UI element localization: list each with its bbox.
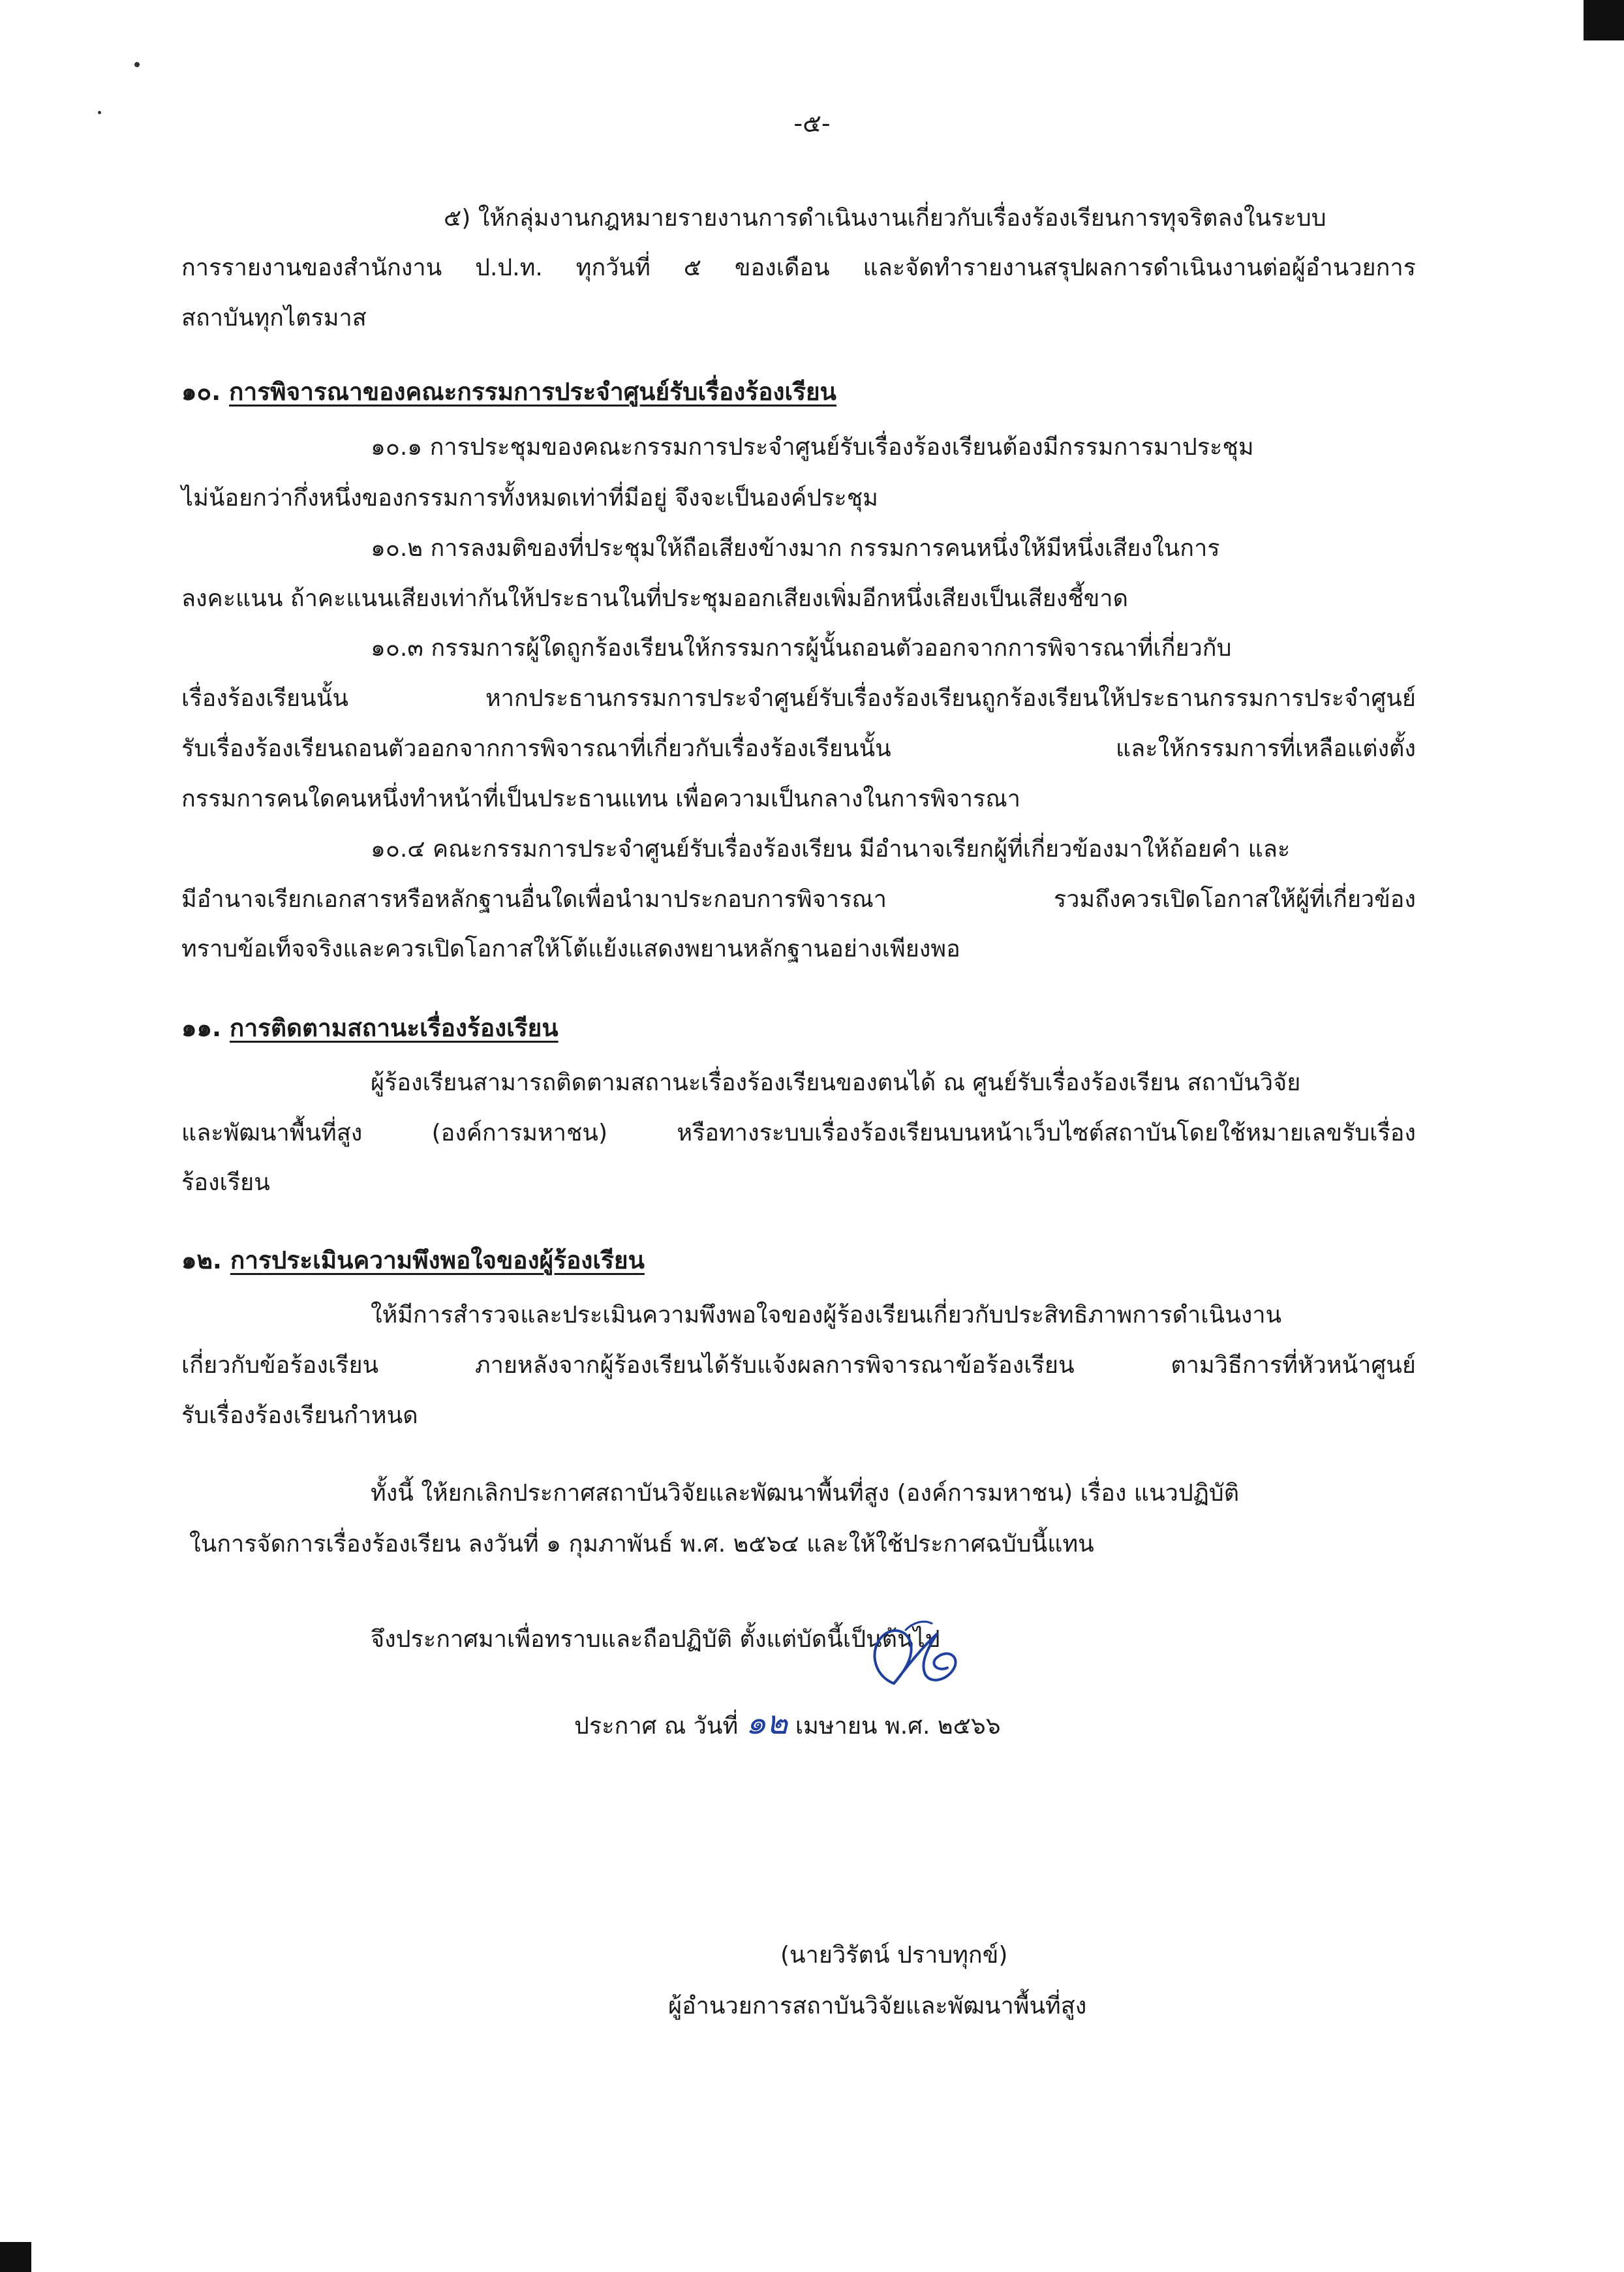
paragraph-line: เกี่ยวกับข้อร้องเรียน ภายหลังจากผู้ร้องเรียนได้รับแจ้งผลการพิจารณาข้อร้องเรียน ตามวิธีการที่หัวหน้าศูนย์ [181,1352,1416,1379]
paragraph-line: ทราบข้อเท็จจริงและควรเปิดโอกาสให้โต้แย้งแสดงพยานหลักฐานอย่างเพียงพอ [181,936,960,962]
paragraph-line: ทั้งนี้ ให้ยกเลิกประกาศสถาบันวิจัยและพัฒนาพื้นที่สูง (องค์การมหาชน) เรื่อง แนวปฏิบัติ [371,1480,1240,1507]
item5-line: การรายงานของสำนักงาน ป.ป.ท. ทุกวันที่ ๕ ของเดือน และจัดทำรายงานสรุปผลการดำเนินงานต่อผู้อำนวยการ [181,254,1416,281]
scan-corner-mark [0,2242,31,2272]
paragraph-line: ๑๐.๒ การลงมติของที่ประชุมให้ถือเสียงข้างมาก กรรมการคนหนึ่งให้มีหนึ่งเสียงในการ [371,535,1220,562]
section-number: ๑๒. [181,1246,222,1274]
scan-speck [134,62,140,67]
section-heading [181,1248,645,1272]
section-heading [181,1016,559,1040]
paragraph-line: ร้องเรียน [181,1169,270,1196]
announcement-prefix: ประกาศ ณ วันที่ [574,1713,739,1740]
announcement-day-handwritten: ๑๒ [745,1704,788,1742]
section-heading [181,380,836,404]
paragraph-line: มีอำนาจเรียกเอกสารหรือหลักฐานอื่นใดเพื่อนำมาประกอบการพิจารณา รวมถึงควรเปิดโอกาสให้ผู้ที่เกี่ยวข้อง [181,886,1416,913]
section-number: ๑๐. [181,378,221,406]
paragraph-line: ๑๐.๓ กรรมการผู้ใดถูกร้องเรียนให้กรรมการผู้นั้นถอนตัวออกจากการพิจารณาที่เกี่ยวกับ [371,635,1232,662]
paragraph-line: ให้มีการสำรวจและประเมินความพึงพอใจของผู้ร้องเรียนเกี่ยวกับประสิทธิภาพการดำเนินงาน [371,1302,1282,1328]
section-number: ๑๑. [181,1014,222,1042]
page-number: -๕- [793,109,831,138]
paragraph-line: ผู้ร้องเรียนสามารถติดตามสถานะเรื่องร้องเรียนของตนได้ ณ ศูนย์รับเรื่องร้องเรียน สถาบันวิจัย [371,1069,1301,1096]
signer-name: (นายวิรัตน์ ปราบทุกข์) [780,1942,1008,1969]
announcement-date [574,1704,1001,1742]
paragraph-line: ไม่น้อยกว่ากึ่งหนึ่งของกรรมการทั้งหมดเท่าที่มีอยู่ จึงจะเป็นองค์ประชุม [181,485,878,512]
section-title: การพิจารณาของคณะกรรมการประจำศูนย์รับเรื่องร้องเรียน [229,378,836,406]
closing-statement: จึงประกาศมาเพื่อทราบและถือปฏิบัติ ตั้งแต่บัดนี้เป็นต้นไป [371,1626,940,1653]
paragraph-line: รับเรื่องร้องเรียนถอนตัวออกจากการพิจารณาที่เกี่ยวกับเรื่องร้องเรียนนั้น และให้กรรมการที่เหลือแต่งตั้ง [181,735,1416,762]
scan-corner-mark [1584,0,1624,40]
paragraph-line: ลงคะแนน ถ้าคะแนนเสียงเท่ากันให้ประธานในที่ประชุมออกเสียงเพิ่มอีกหนึ่งเสียงเป็นเสียงชี้ขาด [181,585,1129,612]
paragraph-line: ๑๐.๔ คณะกรรมการประจำศูนย์รับเรื่องร้องเรียน มีอำนาจเรียกผู้ที่เกี่ยวข้องมาให้ถ้อยคำ และ [371,836,1291,863]
section-title: การติดตามสถานะเรื่องร้องเรียน [229,1014,559,1042]
paragraph-line: เรื่องร้องเรียนนั้น หากประธานกรรมการประจำศูนย์รับเรื่องร้องเรียนถูกร้องเรียนให้ประธานกรรมการประจำศูนย์ [181,685,1416,712]
item5-line: สถาบันทุกไตรมาส [181,305,367,331]
paragraph-line: รับเรื่องร้องเรียนกำหนด [181,1402,418,1429]
announcement-suffix: เมษายน พ.ศ. ๒๕๖๖ [795,1713,1001,1740]
paragraph-line: ในการจัดการเรื่องร้องเรียน ลงวันที่ ๑ กุมภาพันธ์ พ.ศ. ๒๕๖๔ และให้ใช้ประกาศฉบับนี้แทน [189,1531,1094,1558]
signer-position: ผู้อำนวยการสถาบันวิจัยและพัฒนาพื้นที่สูง [668,1993,1087,2019]
paragraph-line: กรรมการคนใดคนหนึ่งทำหน้าที่เป็นประธานแทน เพื่อความเป็นกลางในการพิจารณา [181,786,1020,812]
paragraph-line: และพัฒนาพื้นที่สูง (องค์การมหาชน) หรือทางระบบเรื่องร้องเรียนบนหน้าเว็บไซต์สถาบันโดยใช้หมายเลขรับเรื่อง [181,1120,1416,1146]
item5-line: ๕) ให้กลุ่มงานกฎหมายรายงานการดำเนินงานเกี่ยวกับเรื่องร้องเรียนการทุจริตลงในระบบ [444,205,1326,232]
section-title: การประเมินความพึงพอใจของผู้ร้องเรียน [230,1246,645,1274]
signature-image [860,1610,971,1702]
paragraph-line: ๑๐.๑ การประชุมของคณะกรรมการประจำศูนย์รับเรื่องร้องเรียนต้องมีกรรมการมาประชุม [371,434,1254,461]
